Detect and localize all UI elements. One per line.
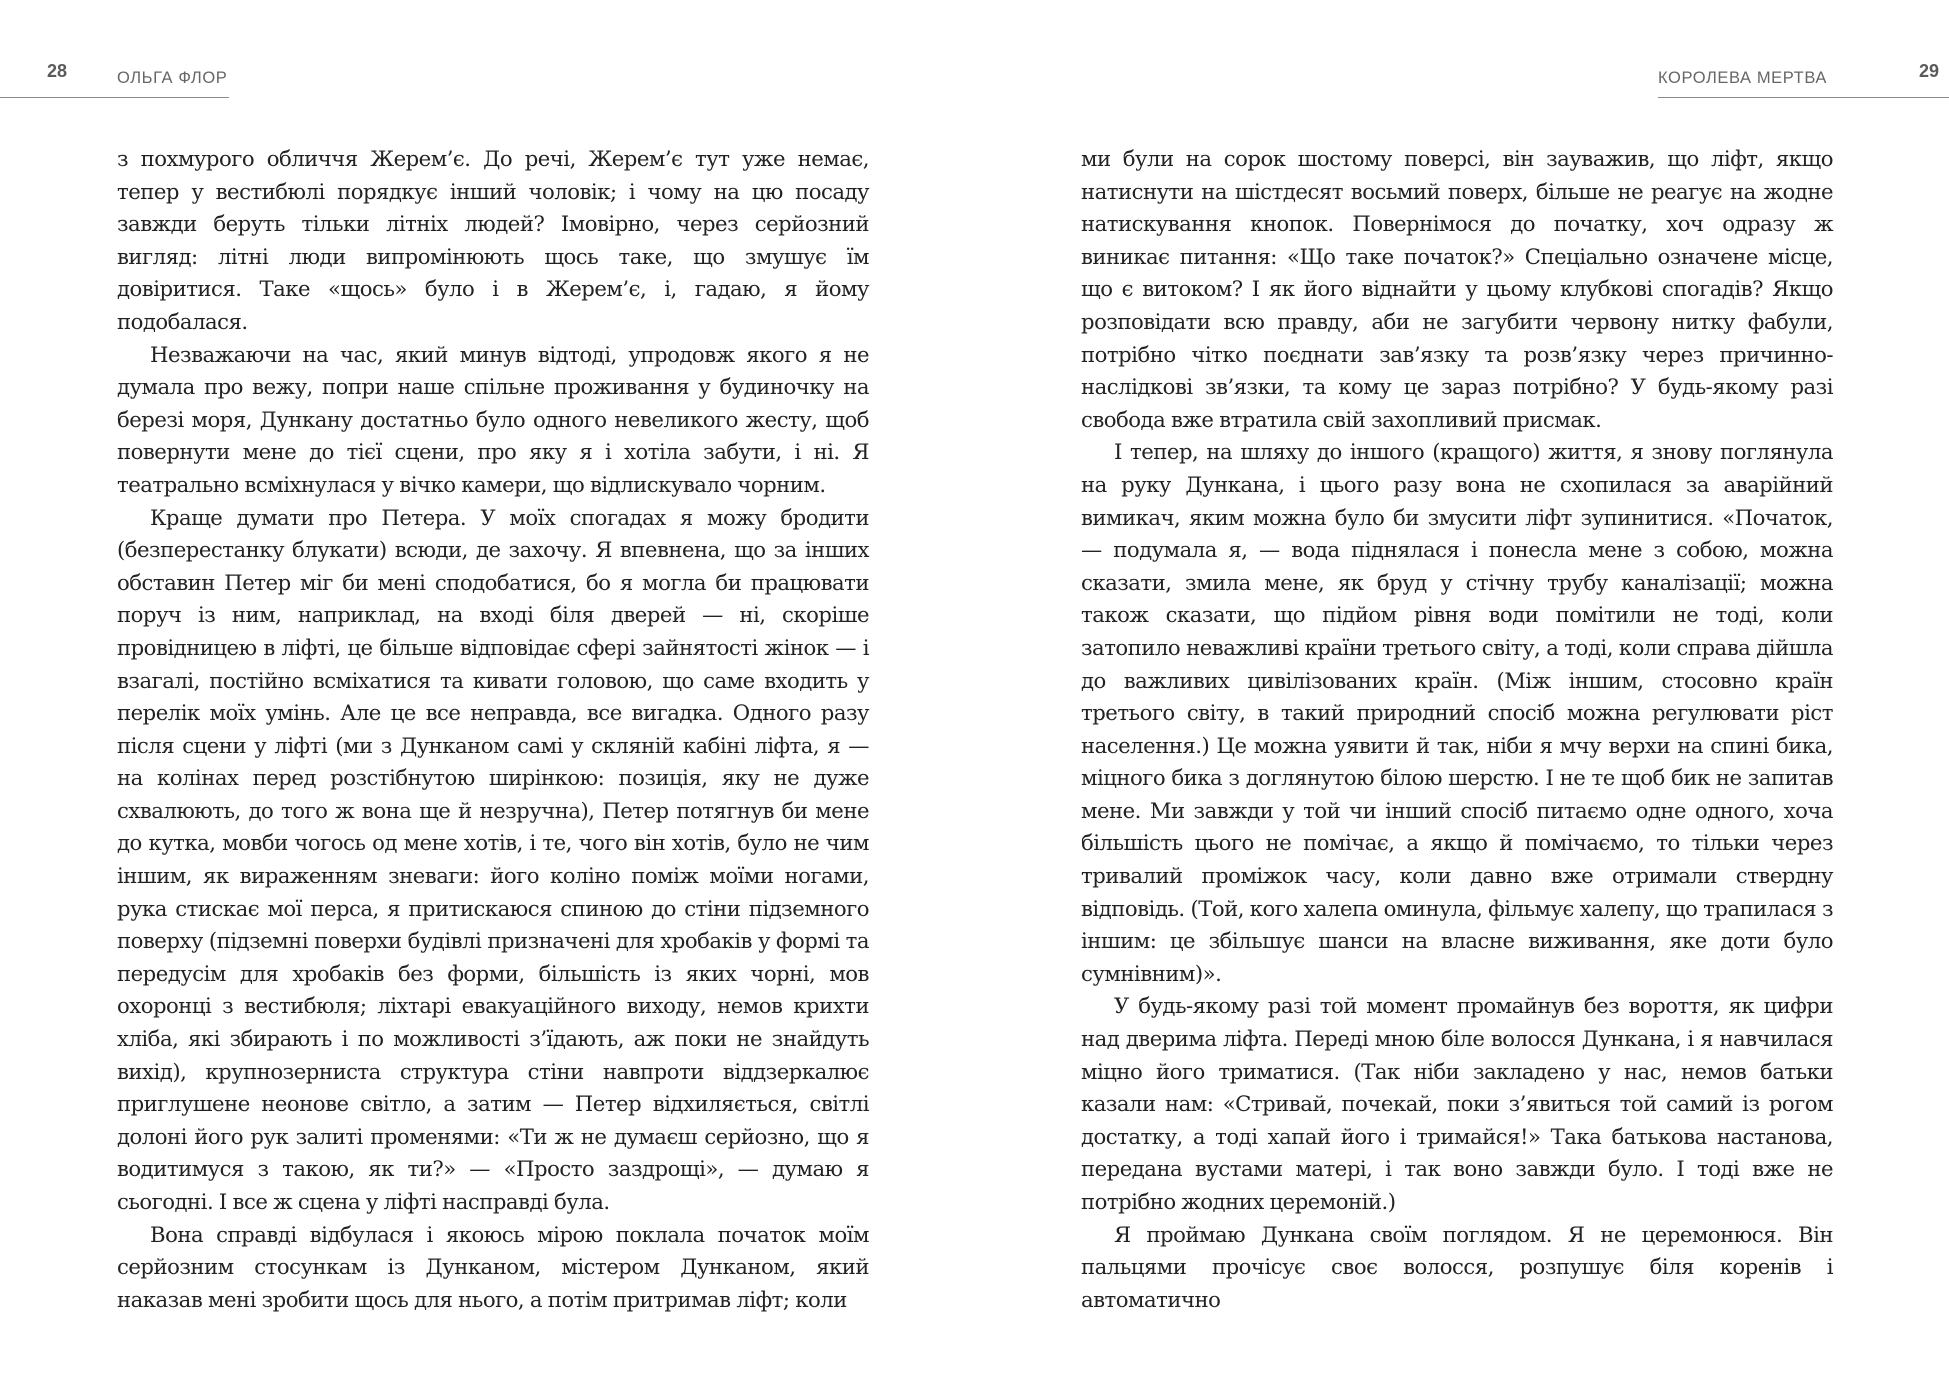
paragraph: Краще думати про Петера. У моїх спогадах я можу бродити (безперестанку блукати) всюди, де захочу. Я впевнена, що за інших обставин Петер міг би мені сподобатися, бо я могла би працювати поруч із ним, наприклад, на вході біля дверей — ні, скоріше провідницею в ліфті, це більше відповідає сфері зайнятості жінок — і взагалі, постійно всміхатися та кивати головою, що саме входить у перелік моїх умінь. Але це все неправда, все вигадка. Одного разу після сцени у ліфті (ми з Дунканом самі у скляній кабіні ліфта, я — на колінах перед розстібнутою ширінкою: позиція, яку не дуже схвалюють, до того ж вона ще й незручна), Петер потягнув би мене до кутка, мовби чогось од мене хотів, і те, чого він хотів, було не чим іншим, як вираженням зневаги: його коліно поміж моїми ногами, рука стискає мої перса, я притискаюся спиною до стіни підземного поверху (підземні поверхи будівлі призначені для хробаків у формі та передусім для хробаків без форми, більшість із яких чорні, мов охоронці з вестибюля; ліхтарі евакуаційного виходу, немов крихти хліба, які збирають і по можливості з’їдають, аж поки не знайдуть вихід), крупнозерниста структура стіни навпроти віддзеркалює приглушене неонове світло, а затим — Петер відхиляється, світлі долоні його рук залиті променями: «Ти ж не думаєш серйозно, що я водитимуся з такою, як ти?» — «Просто заздрощі», — думаю я сьогодні. І все ж сцена у ліфті насправді була.	[117, 504, 869, 1214]
right-header-rule	[1658, 97, 1949, 99]
left-running-head	[0, 58, 229, 98]
right-page	[975, 0, 1949, 1388]
right-page-number: 29	[1918, 61, 1939, 81]
right-text-block	[1081, 143, 1833, 1316]
paragraph: Я проймаю Дункана своїм поглядом. Я не церемонюся. Він пальцями прочісує своє волосся, розпушує біля коренів і автоматично	[1081, 1221, 1833, 1312]
paragraph: У будь-якому разі той момент промайнув без вороття, як цифри над дверима ліфта. Переді мною біле волосся Дункана, і я навчилася міцно його триматися. (Так ніби закладено у нас, немов батьки казали нам: «Стривай, почекай, поки з’явиться той самий із рогом достатку, а тоді хапай його і тримайся!» Така батькова настанова, передана вустами матері, і так воно завжди було. І тоді вже не потрібно жодних церемоній.)	[1081, 993, 1833, 1214]
book-title: КОРОЛЕВА МЕРТВА	[1658, 69, 1827, 87]
paragraph: з похмурого обличчя Жерем’є. До речі, Жерем’є тут уже немає, тепер у вестибюлі порядкує інший чоловік; і чому на цю посаду завжди беруть тільки літніх людей? Імовірно, через серйозний вигляд: літні люди випромінюють щось таке, що змушує їм довіритися. Таке «щось» було і в Жерем’є, і, гадаю, я йому подобалася.	[117, 146, 869, 334]
paragraph: Вона справді відбулася і якоюсь мірою поклала початок моїм серйозним стосункам із Дунканом, містером Дунканом, який наказав мені зробити щось для нього, а потім притримав ліфт; коли	[117, 1221, 869, 1312]
author-name: ОЛЬГА ФЛОР	[117, 69, 228, 87]
paragraph: Незважаючи на час, який минув відтоді, упродовж якого я не думала про вежу, попри наше спільне проживання у будиночку на березі моря, Дункану достатньо було одного невеликого жесту, щоб повернути мене до тієї сцени, про яку я і хотіла забути, і ні. Я театрально всміхнулася у вічко камери, що відлискувало чорним.	[117, 341, 869, 497]
left-header-rule	[0, 97, 229, 99]
paragraph: ми були на сорок шостому поверсі, він зауважив, що ліфт, якщо натиснути на шістдесят восьмий поверх, більше не реагує на жодне натискування кнопок. Повернімося до початку, хоч одразу ж виникає питання: «Що таке початок?» Спеціально означене місце, що є витоком? І як його віднайти у цьому клубкові спогадів? Якщо розповідати всю правду, аби не загубити червону нитку фабули, потрібно чітко поєднати зав’язку та розв’язку через причинно-наслідкові зв’язки, та кому це зараз потрібно? У будь-якому разі свобода вже втратила свій захопливий присмак.	[1081, 146, 1833, 432]
left-page-number: 28	[47, 61, 68, 81]
paragraph: І тепер, на шляху до іншого (кращого) життя, я знову поглянула на руку Дункана, і цього разу вона не схопилася за аварійний вимикач, яким можна було би змусити ліфт зупинитися. «Початок, — подумала я, — вода піднялася і понесла мене з собою, можна сказати, змила мене, як бруд у стічну трубу каналізації; можна також сказати, що підйом рівня води помітили не тоді, коли затопило неважливі країни третього світу, а тоді, коли справа дійшла до важливих цивілізованих країн. (Між іншим, стосовно країн третього світу, в такий природний спосіб можна регулювати ріст населення.) Це можна уявити й так, ніби я мчу верхи на спині бика, міцного бика з доглянутою білою шерстю. І не те щоб бик не запитав мене. Ми завжди у той чи інший спосіб питаємо одне одного, хоча більшість цього не помічає, а якщо й помічаємо, то тільки через тривалий проміжок часу, коли давно вже отримали ствердну відповідь. (Той, кого халепа оминула, фільмує халепу, що трапилася з іншим: це збільшує шанси на власне виживання, яке доти було сумнівним)».	[1081, 439, 1833, 986]
left-text-block	[117, 143, 869, 1316]
right-running-head	[1658, 58, 1949, 98]
